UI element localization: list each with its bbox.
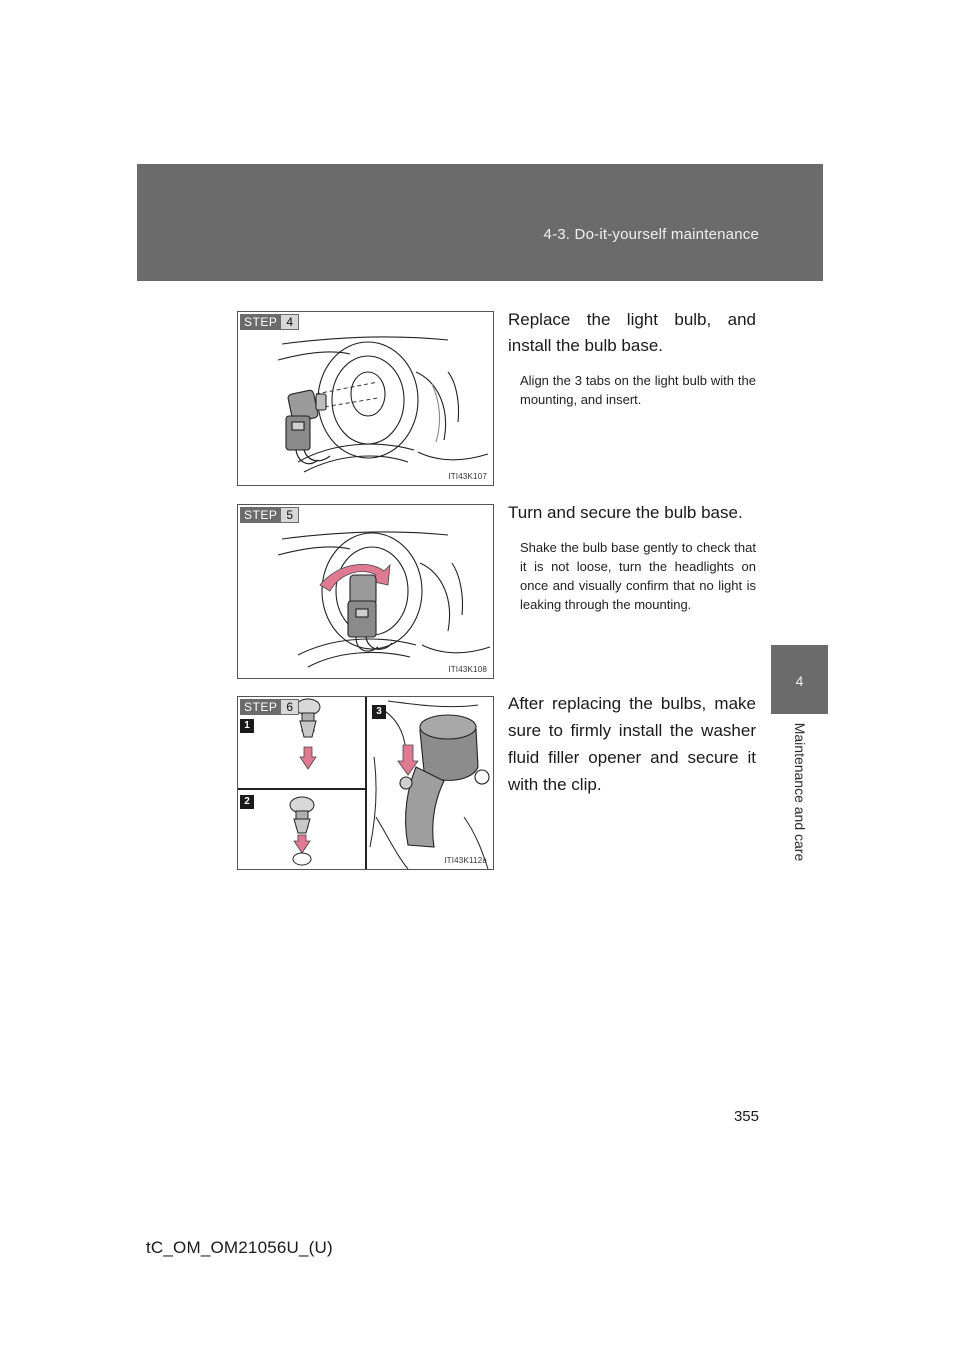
- chapter-title: Maintenance and care: [792, 722, 808, 862]
- callout-2: 2: [240, 795, 254, 809]
- clip-icon: [296, 699, 320, 737]
- figure-code: ITI43K108: [448, 665, 487, 674]
- step-number: 5: [281, 507, 299, 523]
- bulb-install-illustration: [238, 312, 494, 486]
- callout-1: 1: [240, 719, 254, 733]
- section-title: 4-3. Do-it-yourself maintenance: [543, 226, 759, 243]
- step-badge: [240, 507, 299, 523]
- step-4-figure: [237, 311, 494, 486]
- step-label: STEP: [240, 314, 281, 330]
- header-band: [137, 164, 823, 281]
- document-code: tC_OM_OM21056U_(U): [146, 1238, 333, 1257]
- step-number: 6: [281, 699, 299, 715]
- chapter-number: 4: [795, 673, 804, 689]
- step-4-text: [508, 307, 756, 409]
- up-arrow-icon: [300, 747, 316, 769]
- step-instruction: Replace the light bulb, and install the bulb base.: [508, 310, 756, 355]
- bulb-secure-illustration: [238, 505, 494, 679]
- step-number: 4: [281, 314, 299, 330]
- figure-code: ITI43K107: [448, 472, 487, 481]
- down-arrow-icon: [294, 835, 310, 853]
- step-badge: [240, 314, 299, 330]
- step-label: STEP: [240, 507, 281, 523]
- step-badge: [240, 699, 299, 715]
- step-6-text: [508, 690, 756, 798]
- clip-install-illustration: [238, 697, 494, 870]
- figure-code: ITI43K112a: [444, 856, 487, 865]
- step-5-figure: [237, 504, 494, 679]
- step-note: Align the 3 tabs on the light bulb with the mounting, and insert.: [520, 373, 756, 407]
- clip-icon: [290, 797, 314, 833]
- page-number: 355: [733, 1108, 759, 1125]
- step-note: Shake the bulb base gently to check that it is not loose, turn the headlights on once and visually confirm that no light is leaking through the mounting.: [520, 540, 756, 612]
- step-6-figure: [237, 696, 494, 870]
- callout-3: 3: [372, 705, 386, 719]
- step-instruction: Turn and secure the bulb base.: [508, 503, 743, 522]
- step-label: STEP: [240, 699, 281, 715]
- step-instruction: After replacing the bulbs, make sure to firmly install the washer fluid filler opener and secure it with the clip.: [508, 694, 756, 794]
- step-5-text: [508, 500, 756, 614]
